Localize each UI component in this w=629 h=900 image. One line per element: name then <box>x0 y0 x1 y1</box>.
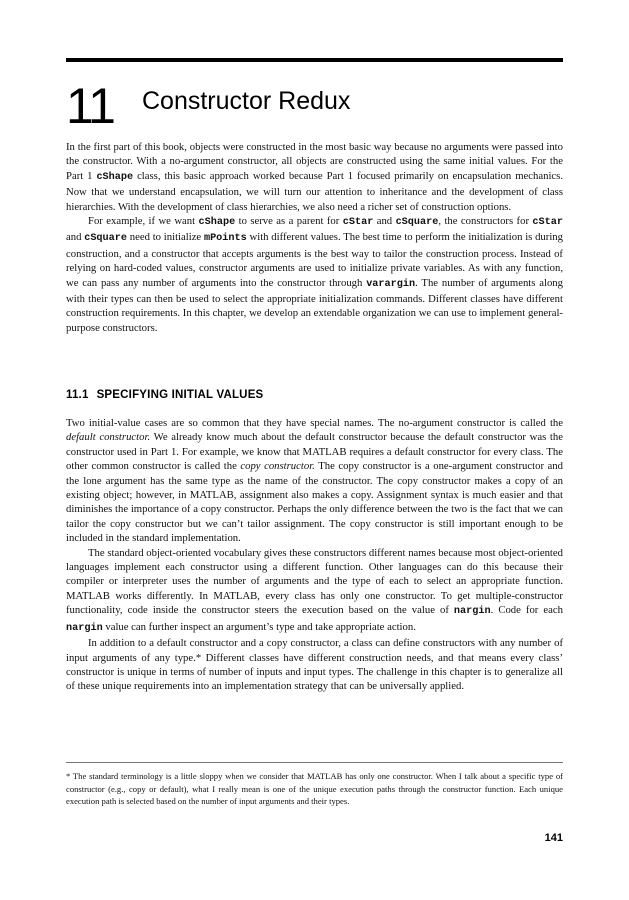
section-paragraph-1: Two initial-value cases are so common that they have special names. The no-argument constructor is called the default constructor. We already know much about the default constructor because the default constructor was the constructor used in Part 1. For example, we know that MATLAB requires a default constructor for every class. The other common constructor is called the copy constructor. The copy constructor is a one-argument constructor and the lone argument has the same type as the name of the constructor. The copy constructor makes a copy of an existing object; however, in MATLAB, assignment also makes a copy. Assignment syntax is much easier and that diminishes the importance of a copy constructor. Perhaps the only difference between the two is the fact that we can tailor the copy constructor but we can’t tailor assignment. The copy constructor is still important enough to be included in the standard implementation. <box>66 417 563 545</box>
code-cshape: cShape <box>96 171 134 183</box>
code-csquare: cSquare <box>84 233 127 245</box>
chapter-top-rule <box>66 58 563 62</box>
code-varargin: varargin <box>366 278 416 290</box>
intro-paragraph-1: In the first part of this book, objects were constructed in the most basic way because no arguments were passed into the constructor. With a no-argument constructor, all objects are constructed using the same initial values. For the Part 1 cShape class, this basic approach worked because Part 1 focused primarily on encapsulation mechanics. Now that we understand encapsulation, we will turn our attention to inheritance and the development of class hierarchies. With the development of class hierarchies, we also need a richer set of construction options. <box>66 141 563 213</box>
page-number: 141 <box>544 832 563 844</box>
code-csquare: cSquare <box>395 217 439 229</box>
code-nargin: nargin <box>453 606 491 618</box>
intro-paragraph-2: For example, if we want cShape to serve as a parent for cStar and cSquare, the constructors for cStar and cSquare need to initialize mPoints with different values. The best time to perform the initialization is during construction, and a constructor that accepts arguments is the best way to tailor the construction process. Instead of relying on hard-coded values, constructor arguments are used to initialize private variables. As with any function, we can pass any number of arguments into the constructor through varargin. The number of arguments along with their types can then be used to select the appropriate initialization commands. Different classes have different construction requirements. In this chapter, we develop an extendable organization we can use to implement general-purpose constructors. <box>66 215 563 334</box>
footnote <box>66 770 563 808</box>
code-cstar: cStar <box>342 217 374 229</box>
code-cshape: cShape <box>198 217 236 229</box>
code-nargin: nargin <box>66 622 103 634</box>
section-body <box>66 416 563 694</box>
section-paragraph-2: The standard object-oriented vocabulary gives these constructors different names because most object-oriented languages implement each constructor using a different function. Other languages can do this because their compiler or interpreter uses the number of arguments and the type of each to select an appropriate function. MATLAB works differently. In MATLAB, every class has only one constructor. To get multiple-constructor functionality, code inside the constructor steers the execution based on the value of nargin. Code for each nargin value can further inspect an argument’s type and take appropriate action. <box>66 546 563 634</box>
footnote-text: The standard terminology is a little sloppy when we consider that MATLAB has only one constructor. When I talk about a specific type of constructor (e.g., copy or default), what I really mean is one of the unique execution paths through the constructor function. Each unique execution path is selected based on the number of input arguments and their types. <box>66 771 563 806</box>
chapter-heading <box>66 80 563 132</box>
chapter-intro <box>66 140 563 335</box>
section-paragraph-3: In addition to a default constructor and a copy constructor, a class can define constructors with any number of input arguments of any type.* Different classes have different construction needs, and that means every class’ constructor is unique in terms of number of inputs and input types. The challenge in this chapter is to generalize all of these unique requirements into an implementation strategy that can be universally applied. <box>66 637 564 693</box>
footnote-marker: * <box>195 651 202 664</box>
code-cstar: cStar <box>532 217 563 229</box>
footnote-rule <box>66 762 563 763</box>
section-number: 11.1 <box>66 389 89 401</box>
chapter-number: 11 <box>66 78 114 134</box>
chapter-title: Constructor Redux <box>142 87 351 115</box>
term-default-constructor: default constructor. <box>66 431 151 444</box>
section-title: SPECIFYING INITIAL VALUES <box>96 389 264 401</box>
footnote-mark: * <box>66 771 71 781</box>
term-copy-constructor: copy constructor. <box>240 460 315 473</box>
section-heading <box>66 387 263 403</box>
code-mpoints: mPoints <box>203 233 247 245</box>
